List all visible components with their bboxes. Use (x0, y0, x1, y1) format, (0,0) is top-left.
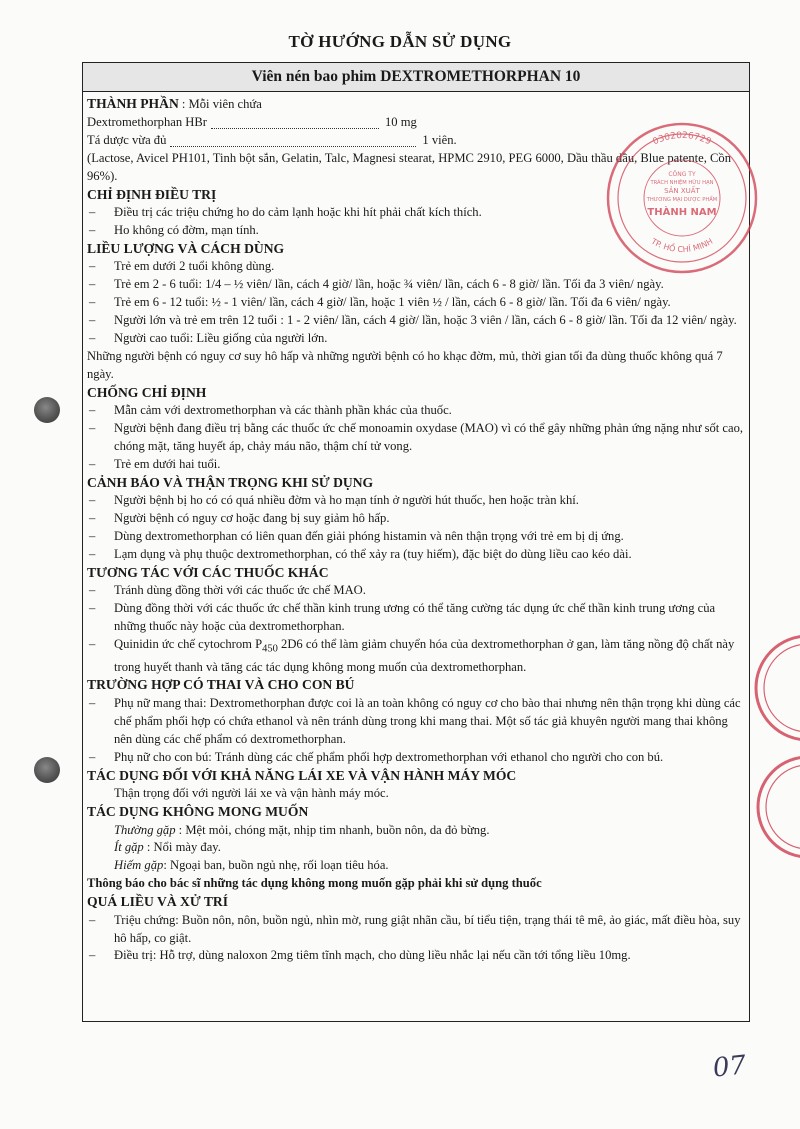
excipient-amount: 1 viên. (422, 132, 457, 147)
dotted-leader (211, 128, 379, 129)
svg-text:SẢN XUẤT: SẢN XUẤT (664, 187, 700, 195)
side-effect-rare: Hiếm gặp: Ngoại ban, buồn ngủ nhẹ, rối loạn tiêu hóa. (114, 858, 389, 873)
interactions-heading: TƯƠNG TÁC VỚI CÁC THUỐC KHÁC (87, 564, 329, 580)
list-item: – Tránh dùng đồng thời với các thuốc ức chế MAO. (89, 583, 366, 598)
punch-hole (34, 397, 60, 423)
active-ingredient-amount: 10 mg (384, 114, 417, 129)
list-item: – Trẻ em dưới 2 tuổi không dùng. (89, 259, 275, 274)
list-item: – Người bệnh có nguy cơ hoặc đang bị suy giảm hô hấp. (89, 511, 390, 526)
punch-hole (34, 757, 60, 783)
list-item: – Người cao tuổi: Liều giống của người lớn. (89, 330, 328, 345)
list-item: – Trẻ em 2 - 6 tuổi: 1/4 – ½ viên/ lần, cách 4 giờ/ lần, hoặc ¾ viên/ lần, cách 6 - 8 giờ/ lần. Tối đa 3 viên/ ngày. (89, 277, 664, 292)
list-item: – Người bệnh bị ho có có quá nhiều đờm và ho mạn tính ở người hút thuốc, hen hoặc tràn khí. (89, 493, 579, 508)
list-item: – Trẻ em dưới hai tuổi. (89, 456, 221, 471)
list-item: – Ho không có đờm, mạn tính. (89, 222, 259, 237)
document-title: TỜ HƯỚNG DẪN SỬ DỤNG (288, 32, 512, 51)
driving-heading: TÁC DỤNG ĐỐI VỚI KHẢ NĂNG LÁI XE VÀ VẬN HÀNH MÁY MÓC (87, 767, 517, 783)
composition-heading: THÀNH PHẦN (87, 96, 179, 111)
svg-text:THÀNH NAM: THÀNH NAM (647, 207, 717, 218)
side-effects-heading: TÁC DỤNG KHÔNG MONG MUỐN (87, 804, 309, 820)
list-item: – Trẻ em 6 - 12 tuổi: ½ - 1 viên/ lần, cách 4 giờ/ lần, hoặc 1 viên ½ / lần, cách 6 - 8 giờ/ lần. Tối đa 6 viên/ ngày. (89, 295, 671, 310)
dosage-note: Những người bệnh có nguy cơ suy hô hấp và những người bệnh có ho khạc đờm, mủ, thời gian tối đa dùng thuốc không quá 7 ngày. (87, 348, 723, 381)
list-item: – Dùng dextromethorphan có liên quan đến giải phóng histamin và nên thận trọng với trẻ em bị dị ứng. (89, 529, 624, 544)
svg-text:CÔNG TY: CÔNG TY (668, 171, 696, 178)
driving-text: Thận trọng đối với người lái xe và vận hành máy móc. (114, 786, 389, 801)
svg-text:0302026729: 0302026729 (651, 130, 713, 148)
active-ingredient-name: Dextromethorphan HBr (87, 114, 207, 129)
excipient-list: (Lactose, Avicel PH101, Tinh bột sắn, Gelatin, Talc, Magnesi stearat, HPMC 2910, PEG 6000, Dầu thầu dầu, Blue patente, Cồn 96%). (87, 150, 731, 183)
partial-stamp (748, 752, 800, 862)
list-item: – Điều trị: Hỗ trợ, dùng naloxon 2mg tiêm tĩnh mạch, cho dùng liều nhắc lại nếu cần tới tổng liều 10mg. (89, 948, 631, 963)
composition-heading-suffix: : Mỗi viên chứa (178, 97, 262, 111)
warnings-heading: CẢNH BÁO VÀ THẬN TRỌNG KHI SỬ DỤNG (87, 474, 374, 490)
subscript-450: 450 (262, 643, 278, 655)
svg-text:TP. HỒ CHÍ MINH: TP. HỒ CHÍ MINH (649, 236, 715, 255)
list-item: – Mẫn cảm với dextromethorphan và các thành phần khác của thuốc. (89, 403, 452, 418)
list-item: – Dùng đồng thời với các thuốc ức chế thần kinh trung ương có thể tăng cường tác dụng ức chế thần kinh trung ương của những thuốc này hoặc của dextromethorphan. (89, 601, 716, 634)
pregnancy-heading: TRƯỜNG HỢP CÓ THAI VÀ CHO CON BÚ (87, 677, 355, 693)
partial-stamp (748, 628, 800, 748)
svg-text:THƯƠNG MẠI DƯỢC PHẨM: THƯƠNG MẠI DƯỢC PHẨM (646, 197, 718, 203)
dotted-leader (170, 146, 416, 147)
list-item: – Lạm dụng và phụ thuộc dextromethorphan, có thể xảy ra (tuy hiếm), đặc biệt do dùng liều cao kéo dài. (89, 547, 632, 562)
contraindications-heading: CHỐNG CHỈ ĐỊNH (87, 384, 207, 400)
list-item: – Phụ nữ mang thai: Dextromethorphan được coi là an toàn không có nguy cơ cho bào thai nhưng nên thận trọng khi dùng các chế phẩm phối hợp có chứa ethanol và nên tránh dùng trong khi mang thai. Một số tác giả khuyên người mang thai không nên dùng các chế phẩm có dextromethorphan. (89, 695, 741, 746)
indications-heading: CHỈ ĐỊNH ĐIỀU TRỊ (87, 186, 217, 202)
list-item: – Người lớn và trẻ em trên 12 tuổi : 1 - 2 viên/ lần, cách 4 giờ/ lần, hoặc 3 viên / lần, cách 6 - 8 giờ/ lần. Tối đa 12 viên/ ngày. (89, 313, 737, 328)
composition-heading-line (87, 95, 746, 114)
list-item: – Phụ nữ cho con bú: Tránh dùng các chế phẩm phối hợp dextromethorphan với ethanol cho người cho con bú. (89, 749, 664, 764)
list-item: – Điều trị các triệu chứng ho do cảm lạnh hoặc khi hít phải chất kích thích. (89, 205, 482, 220)
excipient-name: Tá dược vừa đủ (87, 132, 167, 147)
dosage-heading: LIỀU LƯỢNG VÀ CÁCH DÙNG (87, 240, 285, 256)
overdose-heading: QUÁ LIỀU VÀ XỬ TRÍ (87, 894, 228, 910)
side-effects-notice: Thông báo cho bác sĩ những tác dụng không mong muốn gặp phải khi sử dụng thuốc (87, 876, 542, 891)
product-subtitle: Viên nén bao phim DEXTROMETHORPHAN 10 (83, 63, 749, 92)
side-effect-common: Thường gặp : Mệt mỏi, chóng mặt, nhịp tim nhanh, buồn nôn, da đỏ bừng. (114, 822, 490, 837)
list-item: – Người bệnh đang điều trị bằng các thuốc ức chế monoamin oxydase (MAO) vì có thể gây những phản ứng nặng như sốt cao, chóng mặt, tăng huyết áp, chảy máu não, thậm chí tử vong. (89, 421, 744, 453)
list-item: – Triệu chứng: Buồn nôn, nôn, buồn ngủ, nhìn mờ, rung giật nhãn cầu, bí tiểu tiện, trạng thái tê mê, ảo giác, mất điều hòa, suy hô hấp, co giật. (89, 912, 741, 945)
list-item: – Quinidin ức chế cytochrom $P_{450}$ 2D6 có thể làm giảm chuyển hóa của dextromethorphan ở gan, làm tăng nồng độ chất này trong huyết thanh và tăng các tác dụng không mong muốn của dextromethorphan. (89, 637, 735, 674)
company-stamp (602, 118, 762, 278)
side-effect-uncommon: Ít gặp : Nổi mày đay. (114, 840, 221, 855)
svg-text:TRÁCH NHIỆM HỮU HẠN: TRÁCH NHIỆM HỮU HẠN (650, 180, 714, 186)
handwritten-mark: 07 (711, 1050, 748, 1084)
